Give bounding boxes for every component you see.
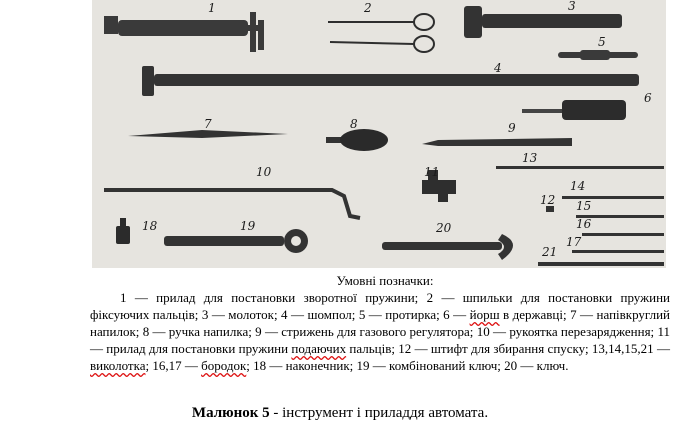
callout-number-10: 10: [256, 165, 272, 179]
callout-number-4: 4: [494, 61, 502, 75]
legend-word-borodok: бородок: [201, 358, 247, 373]
callout-number-2: 2: [364, 1, 372, 15]
tools-photo: [92, 0, 666, 268]
callout-number-17: 17: [566, 235, 582, 249]
legend-word-yorsh: йорш: [469, 307, 500, 322]
figure-caption-text: - інструмент і приладдя автомата.: [269, 405, 489, 421]
callout-number-18: 18: [142, 219, 158, 233]
callout-number-6: 6: [644, 91, 652, 105]
callout-number-12: 12: [540, 193, 556, 207]
callout-number-3: 3: [568, 0, 576, 13]
legend-text-part-4: ; 16,17 —: [145, 358, 202, 373]
callout-number-8: 8: [350, 117, 358, 131]
callout-number-21: 21: [542, 245, 558, 259]
callout-number-5: 5: [598, 35, 606, 49]
callout-number-13: 13: [522, 151, 538, 165]
figure-caption-label: Малюнок 5: [191, 405, 270, 421]
callout-number-15: 15: [576, 199, 592, 213]
callout-number-9: 9: [508, 121, 516, 135]
callout-number-7: 7: [204, 117, 212, 131]
legend-word-podayuchykh: подаючих: [291, 341, 347, 356]
tool-17-drift: [572, 250, 664, 253]
legend-text-part-3: пальців; 12 — штифт для збирання спуску; 13,14,15,21 —: [346, 341, 670, 356]
tools-illustration: [92, 0, 666, 268]
figure-caption: [0, 404, 680, 422]
legend-title: Умовні позначки:: [336, 273, 434, 288]
legend-body: [90, 289, 670, 374]
callout-number-11: 11: [424, 165, 440, 179]
callout-number-19: 19: [240, 219, 256, 233]
callout-number-16: 16: [576, 217, 592, 231]
callout-number-20: 20: [436, 221, 452, 235]
legend-text-part-5: ; 18 — наконечник; 19 — комбінований ключ; 20 — ключ.: [246, 358, 569, 373]
tool-13-punch: [496, 166, 664, 169]
legend: [90, 272, 670, 374]
legend-text-part-1: 1 — прилад для постановки зворотної пружини; 2 — шпильки для постановки пружини фіксуючих пальців; 3 — молоток; 4 — шомпол; 5 — протирка; 6 —: [90, 290, 670, 322]
legend-text-part-2: в державці; 7 — напівкруглий напилок; 8 — ручка напилка; 9 — стрижень для газового регулятора; 10 — рукоятка перезарядження; 11 — прилад для постановки пружини: [90, 307, 670, 356]
tool-16-drift: [582, 233, 664, 236]
legend-word-vykolotka: виколотка: [90, 358, 146, 373]
callout-number-14: 14: [570, 179, 586, 193]
tool-21-punch: [538, 262, 664, 266]
callout-number-1: 1: [208, 1, 216, 15]
